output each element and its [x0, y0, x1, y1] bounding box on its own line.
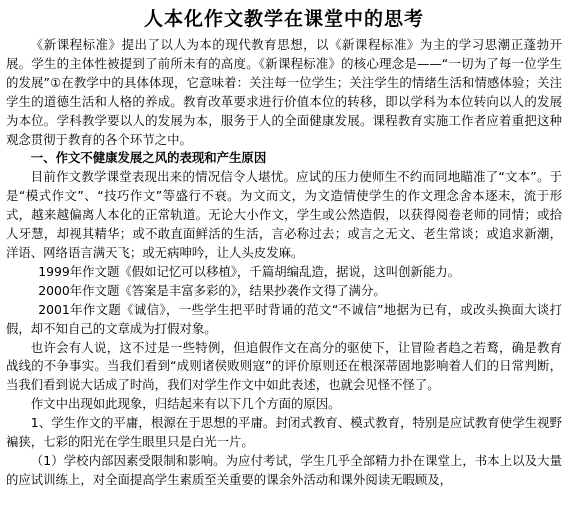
paragraph-2000: 2000年作文题《答案是丰富多彩的》，结果抄袭作文得了满分。 — [38, 282, 386, 298]
paragraph-1999: 1999年作文题《假如记忆可以移植》，千篇胡编乱造，据说，这叫创新能力。 — [38, 263, 461, 279]
document-title: 人本化作文教学在课堂中的思考 — [143, 8, 424, 30]
paragraph-reasons-intro: 作文中出现如此现象，归结起来有以下几个方面的原因。 — [30, 396, 341, 412]
paragraph-reason-1-1: （1）学校内部因素受限制和影响。为应付考试，学生几乎全部精力扑在课堂上，书本上以及大量的应试训练上，对全面提高学生素质至关重要的课余外活动和课外阅读无暇顾及， — [6, 452, 562, 487]
document-body — [6, 36, 562, 490]
section-heading: 一、作文不健康发展之风的表现和产生原因 — [30, 150, 267, 166]
paragraph-perhaps: 也许会有人说，这不过是一些特例，但追假作文在高分的驱使下，让冒险者趋之若鹜，确是教育战线的不争事实。当我们看到“成则诸侯败则寇”的评价原则还在根深蒂固地影响着人们的日常判断，当我们看到说大话成了时尚，我们对学生作文中如此表述，也就会见怪不怪了。 — [6, 339, 562, 393]
paragraph-2001: 2001年作文题《诚信》，一些学生把平时背诵的范文“不诚信”地据为已有，或改头换面大谈打假，却不知自己的文章成为打假对象。 — [6, 301, 562, 336]
paragraph-current-situation: 目前作文教学课堂表现出来的情况信令人堪忧。应试的压力使师生不约而同地瞄准了“文本”。于是“模式作文”、“技巧作文”等盛行不衰。为文而文，为文造情使学生的作文理念舍本逐末，流于形式，越来越偏离人本化的正常轨道。无论大小作文，学生或公然造假，以获得阅卷老师的同情；或拾人牙慧，却视其精华；或不敢直面鲜活的生活，言必称过去；或言之无文、老生常谈；或追求新潮，洋语、网络语言满天飞；或无病呻吟，让人头皮发麻。 — [6, 169, 562, 260]
paragraph-intro: 《新课程标准》提出了以人为本的现代教育思想，以《新课程标准》为主的学习思潮正蓬勃开展。学生的主体性被提到了前所未有的高度。《新课程标准》的核心理念是——“一切为了每一位学生的发展”①在教学中的具体体现，它意味着：关注每一位学生；关注学生的情绪生活和情感体验；关注学生的道德生活和人格的养成。教育改革要求进行价值本位的转移，即以学科为本位转向以人的发展为本位。学科教学要以人的发展为本，服务于人的全面健康发展。课程教育实施工作者应着重把这种观念贯彻于教育的各个环节之中。 — [6, 37, 562, 147]
paragraph-reason-1: 1、学生作文的平庸，根源在于思想的平庸。封闭式教育、模式教育，特别是应试教育使学生视野褊狭，七彩的阳光在学生眼里只是白光一片。 — [6, 415, 562, 450]
